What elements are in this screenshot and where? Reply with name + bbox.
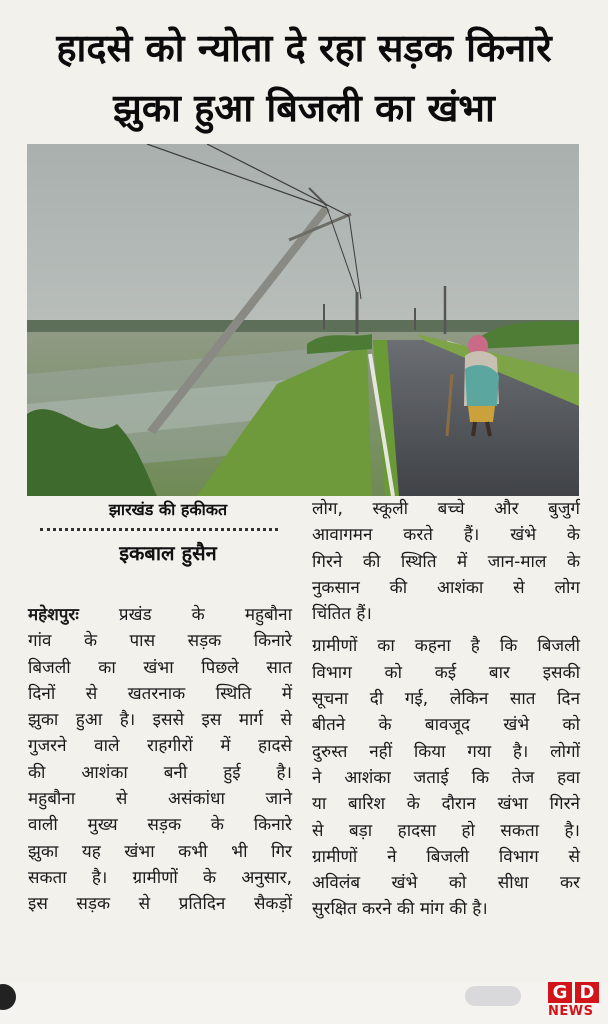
byline: इकबाल हुसैन — [119, 541, 217, 565]
right-line: सूचना दी गई, लेकिन सात दिन — [312, 689, 580, 710]
left-line: गांव के पास सड़क किनारे — [28, 631, 292, 652]
caption-divider — [40, 528, 278, 531]
logo-letter-g: G — [548, 982, 572, 1003]
logo-word: NEWS — [548, 1004, 594, 1019]
headline — [0, 18, 608, 138]
photo-caption: झारखंड की हकीकत — [108, 500, 228, 519]
left-line: झुका हुआ है। इससे इस मार्ग से — [28, 710, 292, 731]
right-line: ग्रामीणों का कहना है कि बिजली — [312, 636, 580, 657]
leaning-pole-road-illustration — [27, 144, 579, 496]
left-column — [28, 602, 292, 918]
gd-news-logo — [548, 982, 604, 1022]
dateline: महेशपुरः — [28, 605, 79, 625]
left-line: सकता है। ग्रामीणों के अनुसार, — [28, 867, 292, 888]
headline-line-1: हादसे को न्योता दे रहा सड़क किनारे — [56, 26, 552, 70]
right-line: ने आशंका जताई कि तेज हवा — [312, 767, 580, 788]
right-line: आवागमन करते हैं। खंभे के — [312, 525, 580, 546]
headline-line-2: झुका हुआ बिजली का खंभा — [113, 86, 495, 130]
right-line: ग्रामीणों ने बिजली विभाग से — [312, 846, 580, 867]
right-line: अविलंब खंभे को सीधा कर — [312, 873, 580, 894]
right-line: या बारिश के दौरान खंभा गिरने — [312, 794, 580, 815]
left-line: महुबौना से असंकांधा जाने — [28, 789, 292, 810]
right-line: से बड़ा हादसा हो सकता है। — [312, 820, 580, 841]
right-line: सुरक्षित करने की मांग की है। — [312, 899, 488, 920]
blurred-mark — [465, 986, 521, 1006]
logo-letter-d: D — [575, 982, 599, 1003]
right-column — [312, 496, 580, 923]
right-line: लोग, स्कूली बच्चे और बुजुर्ग — [312, 499, 580, 519]
right-line: गिरने की स्थिति में जान-माल के — [312, 551, 580, 572]
left-line: की आशंका बनी हुई है। — [28, 762, 292, 783]
right-line: दुरुस्त नहीं किया गया है। लोगों — [312, 741, 580, 762]
right-line: नुकसान की आशंका से लोग — [312, 577, 580, 598]
left-line: गुजरने वाले राहगीरों में हादसे — [28, 736, 292, 757]
news-photo — [27, 144, 579, 496]
left-line: इस सड़क से प्रतिदिन सैकड़ों — [28, 894, 292, 915]
left-line: दिनों से खतरनाक स्थिति में — [28, 683, 292, 704]
left-line: महेशपुरः प्रखंड के महुबौना — [28, 605, 292, 625]
left-line: बिजली का खंभा पिछले सात — [28, 657, 292, 678]
right-line: विभाग को कई बार इसकी — [312, 662, 580, 683]
right-line: बीतने के बावजूद खंभे को — [312, 715, 580, 736]
left-line: झुका यह खंभा कभी भी गिर — [28, 841, 292, 862]
left-line: वाली मुख्य सड़क के किनारे — [28, 815, 292, 836]
right-line: चिंतित हैं। — [312, 604, 372, 625]
